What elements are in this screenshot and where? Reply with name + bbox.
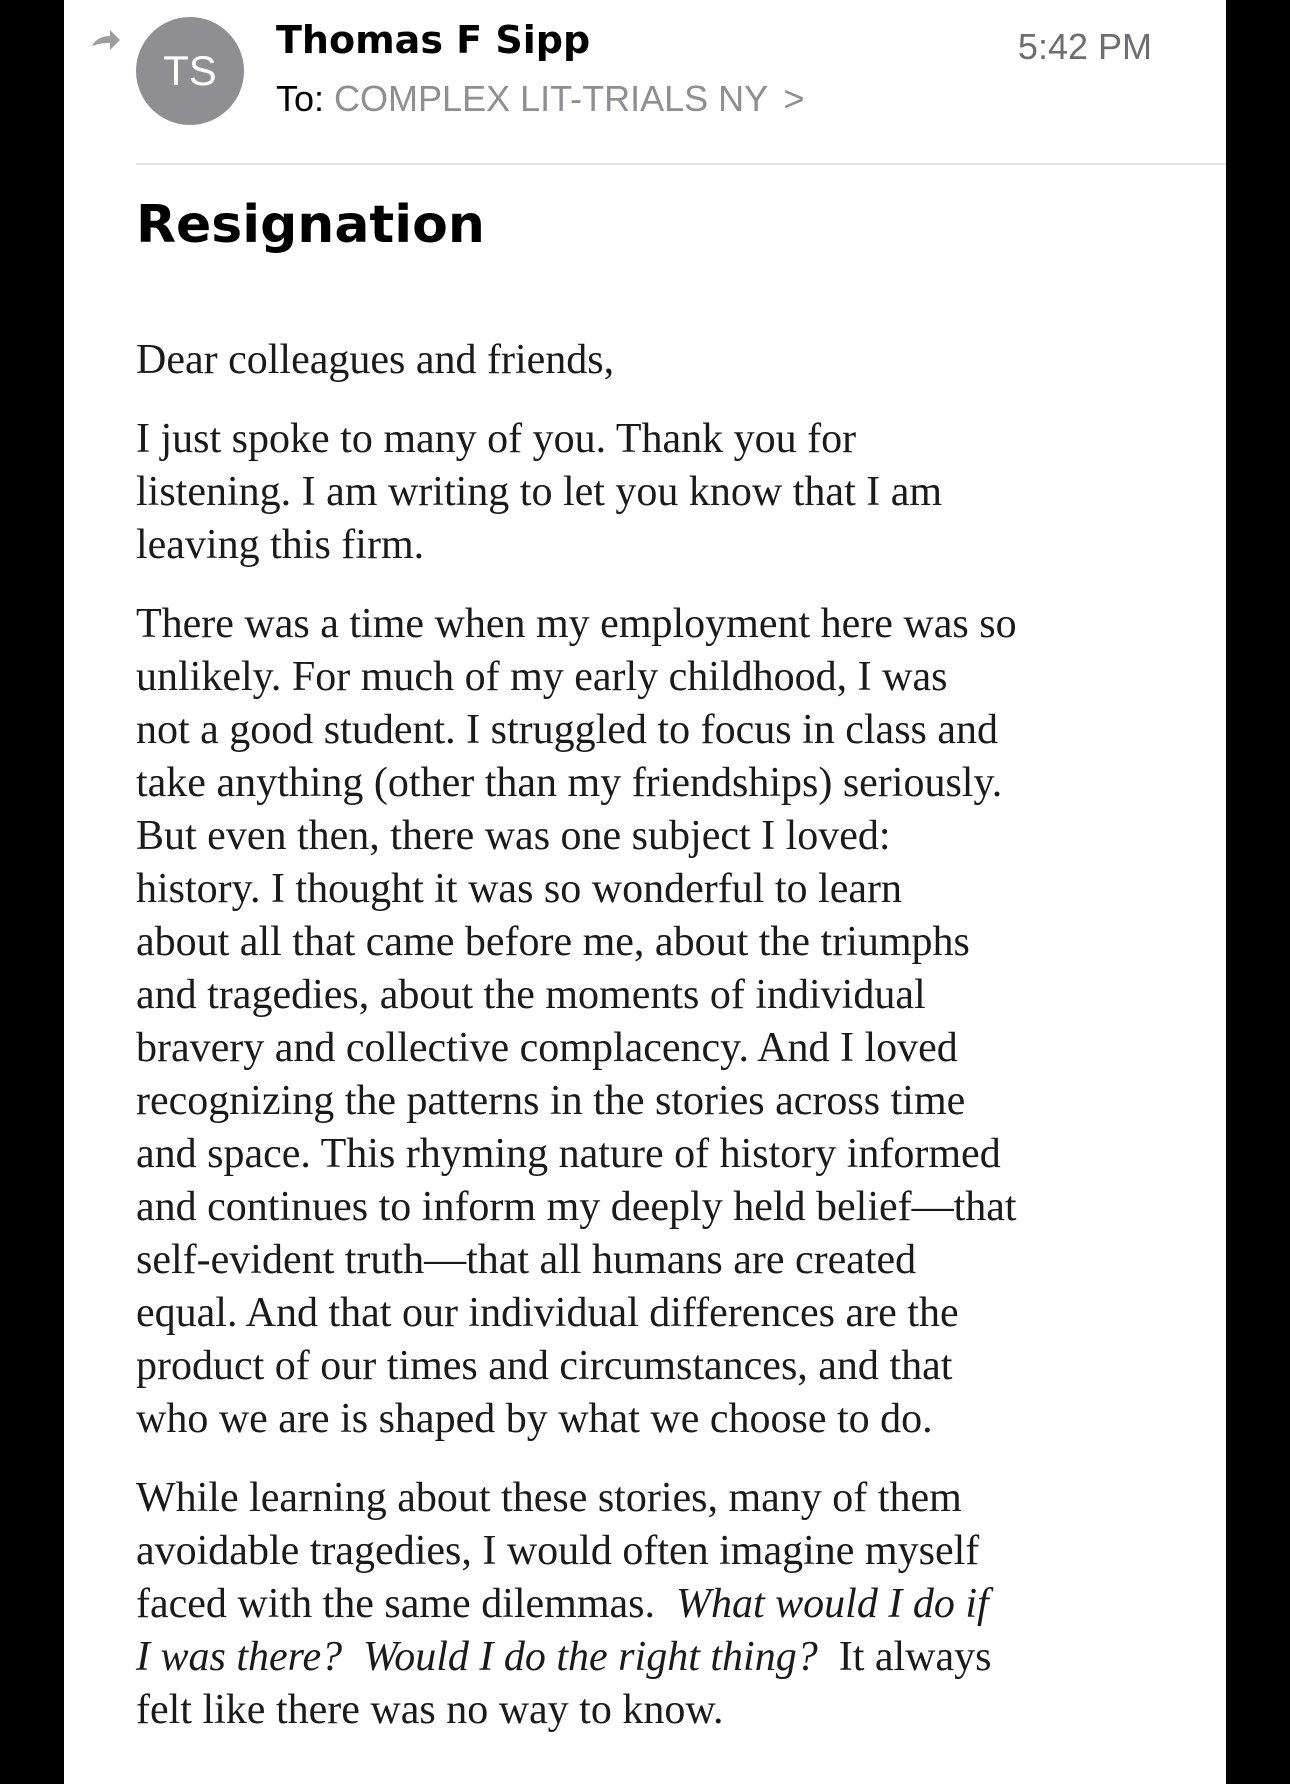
body-line: about all that came before me, about the triumphs (136, 919, 970, 965)
paragraph-1 (136, 413, 1166, 572)
reply-arrow-icon (88, 28, 122, 58)
body-line: history. I thought it was so wonderful to learn (136, 866, 902, 912)
paragraph-2 (136, 598, 1166, 1446)
body-line (136, 1631, 1166, 1684)
recipient-name[interactable]: COMPLEX LIT-TRIALS NY (334, 78, 768, 119)
body-line: While learning about these stories, many of them (136, 1475, 962, 1521)
body-line: and continues to inform my deeply held belief—that (136, 1184, 1017, 1230)
body-line: equal. And that our individual differences are the (136, 1290, 959, 1336)
email-subject: Resignation (136, 195, 485, 255)
italic-question: I was there? Would I do the right thing? (136, 1634, 818, 1680)
chevron-right-icon[interactable]: > (783, 78, 805, 119)
body-line: recognizing the patterns in the stories across time (136, 1078, 966, 1124)
body-line: not a good student. I struggled to focus in class and (136, 707, 999, 753)
paragraph-3 (136, 1472, 1166, 1737)
to-label: To: (276, 78, 325, 119)
body-line: and space. This rhyming nature of history informed (136, 1131, 1001, 1177)
body-line: Dear colleagues and friends, (136, 337, 615, 383)
body-line: bravery and collective complacency. And I loved (136, 1025, 958, 1071)
email-body (136, 334, 1166, 1763)
body-line (136, 1578, 1166, 1631)
body-line: and tragedies, about the moments of individual (136, 972, 926, 1018)
body-line: unlikely. For much of my early childhood, I was (136, 654, 948, 700)
body-line: listening. I am writing to let you know that I am (136, 469, 943, 515)
sent-time: 5:42 PM (1017, 26, 1152, 67)
avatar-initials: TS (163, 47, 217, 94)
body-line: felt like there was no way to know. (136, 1687, 724, 1733)
italic-question: What would I do if (676, 1581, 989, 1627)
body-line: avoidable tragedies, I would often imagine myself (136, 1528, 980, 1574)
sender-name[interactable]: Thomas F Sipp (276, 18, 591, 62)
body-line: There was a time when my employment here was so (136, 601, 1017, 647)
body-line: self-evident truth—that all humans are created (136, 1237, 917, 1283)
header-divider (136, 163, 1226, 165)
body-line: But even then, there was one subject I loved: (136, 813, 891, 859)
body-line: product of our times and circumstances, and that (136, 1343, 953, 1389)
body-text: faced with the same dilemmas. (136, 1581, 676, 1627)
recipient-line[interactable] (276, 78, 805, 120)
body-line: who we are is shaped by what we choose to do. (136, 1396, 933, 1442)
greeting (136, 334, 1166, 387)
body-line: I just spoke to many of you. Thank you for (136, 416, 857, 462)
body-line: leaving this firm. (136, 522, 425, 568)
avatar[interactable] (136, 17, 244, 125)
email-view (64, 0, 1226, 1784)
body-line: take anything (other than my friendships) seriously. (136, 760, 1003, 806)
body-text: It always (817, 1634, 992, 1680)
